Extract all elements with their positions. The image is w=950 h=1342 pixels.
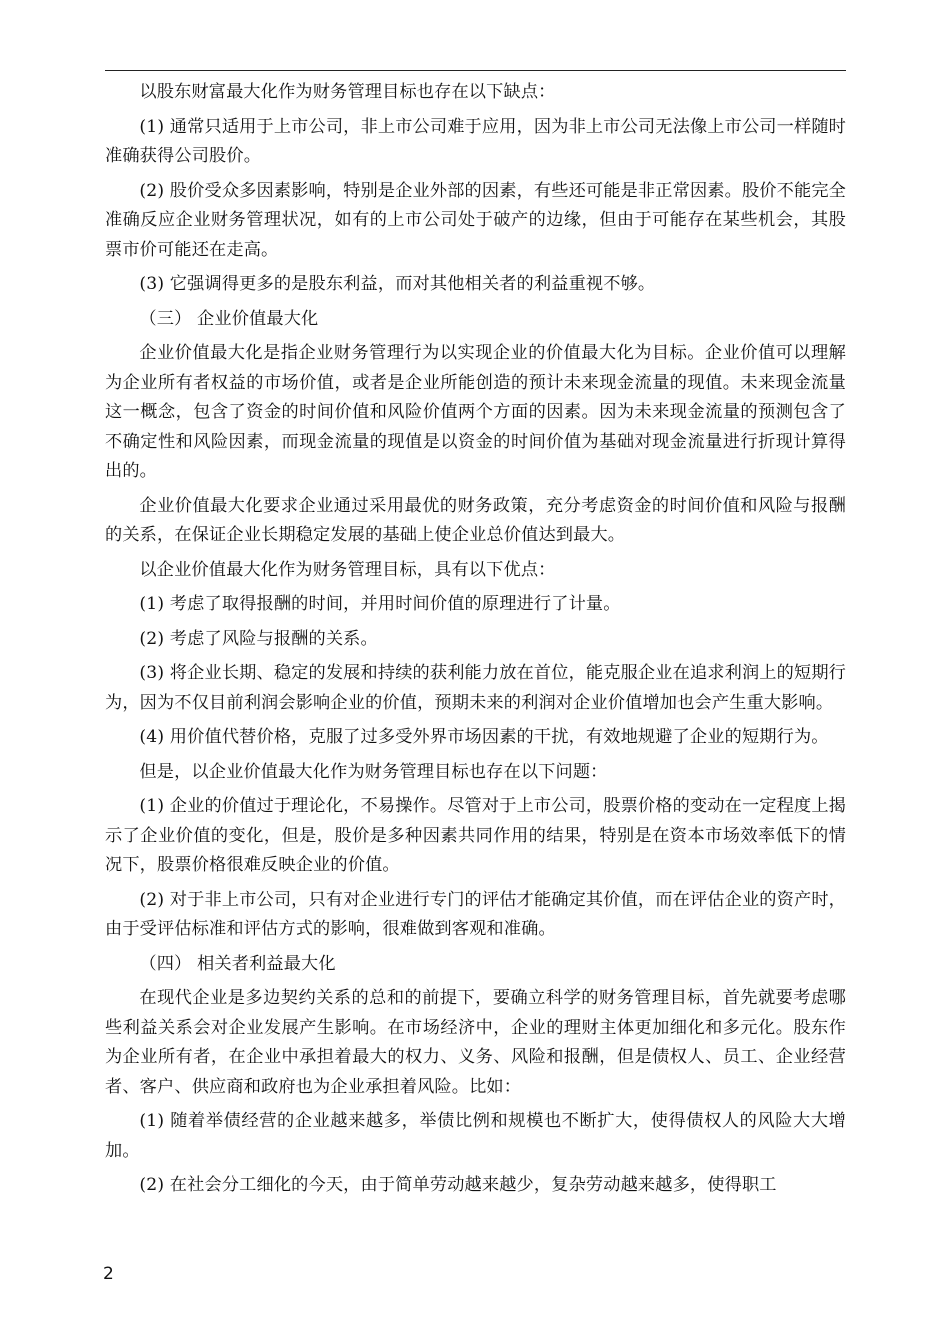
list-item: (1) 随着举债经营的企业越来越多，举债比例和规模也不断扩大，使得债权人的风险大大增加。	[105, 1111, 846, 1161]
list-item: (2) 在社会分工细化的今天，由于简单劳动越来越少，复杂劳动越来越多，使得职工	[139, 1175, 777, 1195]
list-item: (1) 通常只适用于上市公司，非上市公司难于应用，因为非上市公司无法像上市公司一样随时准确获得公司股价。	[105, 116, 846, 166]
paragraph: 但是，以企业价值最大化作为财务管理目标也存在以下问题：	[139, 761, 608, 782]
list-item: (4) 用价值代替价格，克服了过多受外界市场因素的干扰，有效地规避了企业的短期行为。	[139, 727, 829, 747]
document-body	[105, 78, 846, 1206]
section-heading: （三） 企业价值最大化	[139, 308, 319, 329]
list-item: (3) 将企业长期、稳定的发展和持续的获利能力放在首位，能克服企业在追求利润上的短期行为，因为不仅目前利润会影响企业的价值，预期未来的利润对企业价值增加也会产生重大影响。	[105, 663, 846, 713]
section-heading: （四） 相关者利益最大化	[139, 953, 336, 974]
paragraph: 企业价值最大化要求企业通过采用最优的财务政策，充分考虑资金的时间价值和风险与报酬的关系，在保证企业长期稳定发展的基础上使企业总价值达到最大。	[105, 495, 846, 545]
header-rule	[105, 70, 846, 71]
paragraph: 以企业价值最大化作为财务管理目标，具有以下优点：	[139, 559, 556, 580]
list-item: (1) 企业的价值过于理论化，不易操作。尽管对于上市公司，股票价格的变动在一定程度上揭示了企业价值的变化，但是，股价是多种因素共同作用的结果，特别是在资本市场效率低下的情况下，股票价格很难反映企业的价值。	[105, 796, 846, 875]
list-item: (2) 考虑了风险与报酬的关系。	[139, 628, 378, 649]
paragraph: 在现代企业是多边契约关系的总和的前提下，要确立科学的财务管理目标，首先就要考虑哪些利益关系会对企业发展产生影响。在市场经济中，企业的理财主体更加细化和多元化。股东作为企业所有者，在企业中承担着最大的权力、义务、风险和报酬，但是债权人、员工、企业经营者、客户、供应商和政府也为企业承担着风险。比如：	[105, 988, 846, 1097]
list-item: (1) 考虑了取得报酬的时间，并用时间价值的原理进行了计量。	[139, 594, 621, 614]
list-item: (3) 它强调得更多的是股东利益，而对其他相关者的利益重视不够。	[139, 274, 656, 294]
paragraph: 企业价值最大化是指企业财务管理行为以实现企业的价值最大化为目标。企业价值可以理解为企业所有者权益的市场价值，或者是企业所能创造的预计未来现金流量的现值。未来现金流量这一概念，包含了资金的时间价值和风险价值两个方面的因素。因为未来现金流量的预测包含了不确定性和风险因素，而现金流量的现值是以资金的时间价值为基础对现金流量进行折现计算得出的。	[105, 343, 846, 481]
list-item: (2) 股价受众多因素影响，特别是企业外部的因素，有些还可能是非正常因素。股价不能完全准确反应企业财务管理状况，如有的上市公司处于破产的边缘，但由于可能存在某些机会，其股票市价可能还在走高。	[105, 180, 846, 260]
page-number: 2	[103, 1264, 114, 1284]
list-item: (2) 对于非上市公司，只有对企业进行专门的评估才能确定其价值，而在评估企业的资产时，由于受评估标准和评估方式的影响，很难做到客观和准确。	[105, 889, 846, 939]
paragraph: 以股东财富最大化作为财务管理目标也存在以下缺点：	[139, 82, 556, 102]
